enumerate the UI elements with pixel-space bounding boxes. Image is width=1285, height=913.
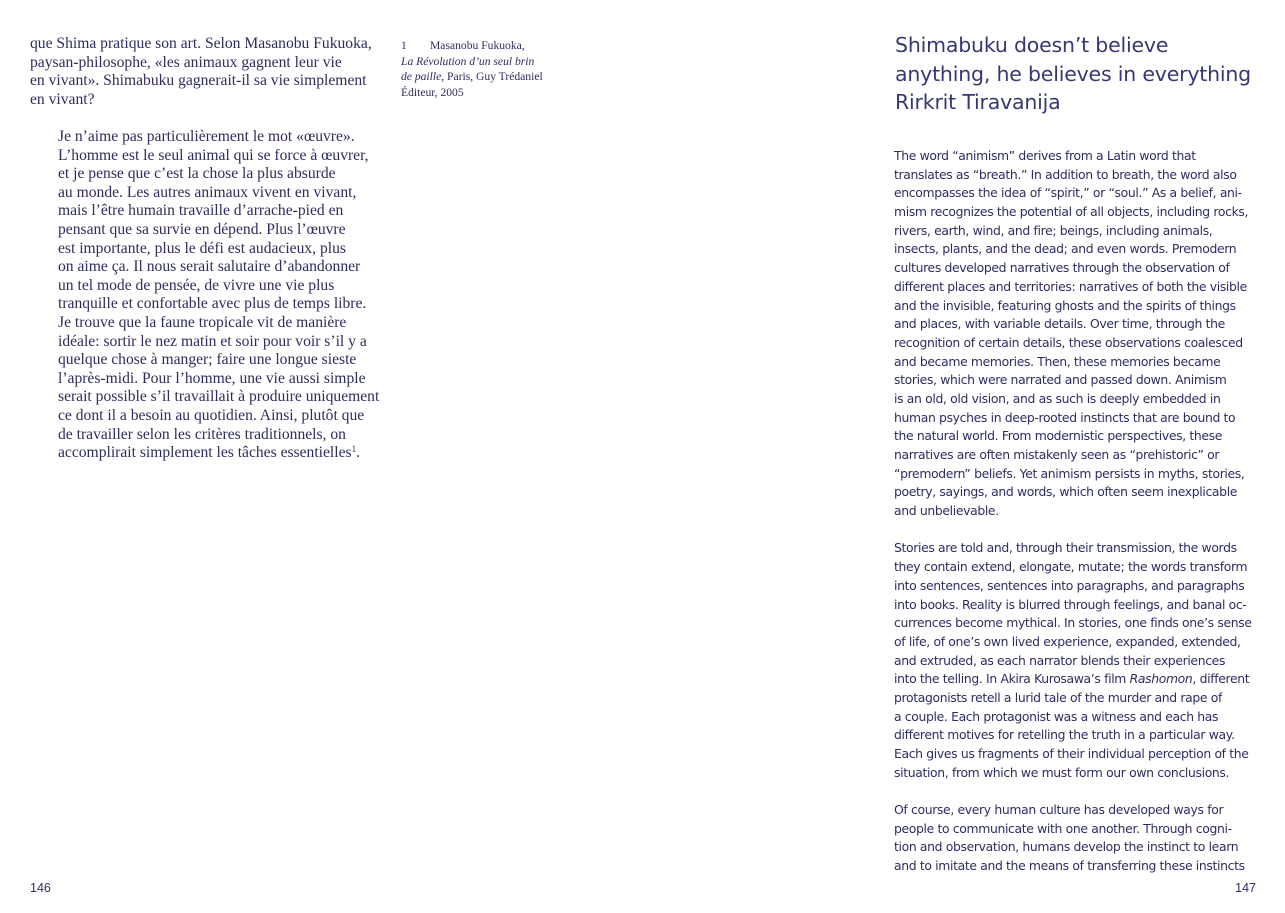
quote-line-last: accomplirait simplement les tâches essentielles$^1$. xyxy=(58,444,360,462)
footnote-author: Masanobu Fukuoka, xyxy=(430,39,525,52)
quote-line: de travailler selon les critères traditionnels, on xyxy=(58,425,346,443)
page-number-left: 146 xyxy=(30,881,51,895)
quote-line: serait possible s’il travaillait à produire uniquement xyxy=(58,388,380,406)
essay-line: human psyches in deep-rooted instincts that are bound to xyxy=(894,409,1236,425)
footnote xyxy=(401,38,576,100)
headline-line: Shimabuku doesn’t believe xyxy=(895,33,1169,57)
essay-line: mism recognizes the potential of all objects, including rocks, xyxy=(894,204,1249,220)
quote-line: mais l’être humain travaille d’arrache-pied en xyxy=(58,202,344,220)
block-quote xyxy=(58,128,394,463)
footnote-title: de paille xyxy=(401,70,442,84)
essay-line: and places, with variable details. Over time, through the xyxy=(894,316,1225,332)
author-name: Rirkrit Tiravanija xyxy=(895,90,1061,115)
essay-line: Of course, every human culture has developed ways for xyxy=(894,802,1224,818)
film-title: Rashomon xyxy=(1129,671,1193,687)
essay-line: Stories are told and, through their transmission, the words xyxy=(894,540,1237,556)
essay-line: different motives for retelling the truth in a particular way. xyxy=(894,727,1235,743)
essay-line: is an old, old vision, and as such is deeply embedded in xyxy=(894,390,1221,406)
essay-line: protagonists retell a lurid tale of the murder and rape of xyxy=(894,689,1223,705)
essay-line: and to imitate and the means of transferring these instincts xyxy=(894,858,1245,874)
essay-line: translates as “breath.” In addition to breath, the word also xyxy=(894,166,1237,182)
essay-line-with-film xyxy=(894,670,1260,689)
quote-line: pensant que sa survie en dépend. Plus l’œuvre xyxy=(58,220,346,238)
footnote-marker[interactable]: 1 xyxy=(351,444,357,455)
essay-body xyxy=(894,147,1260,876)
quote-line: quelque chose à manger; faire une longue sieste xyxy=(58,351,357,369)
essay-line: of life, of one’s own lived experience, expanded, extended, xyxy=(894,633,1241,649)
footnote-publisher: , Paris, Guy Trédaniel xyxy=(441,70,543,84)
quote-line: un tel mode de pensée, de vivre une vie plus xyxy=(58,276,335,294)
quote-line: tranquille et confortable avec plus de temps libre. xyxy=(58,295,367,313)
essay-line: different places and territories: narratives of both the visible xyxy=(894,278,1247,294)
intro-line: en vivant? xyxy=(30,90,95,108)
essay-line: encompasses the idea of “spirit,” or “soul.” As a belief, ani- xyxy=(894,185,1242,201)
quote-line: et je pense que c’est la chose la plus absurde xyxy=(58,165,336,183)
essay-line: poetry, sayings, and words, which often seem inexplicable xyxy=(894,484,1238,500)
quote-line: idéale: sortir le nez matin et soir pour voir s’il y a xyxy=(58,332,367,350)
quote-line: l’après-midi. Pour l’homme, une vie aussi simple xyxy=(58,369,366,387)
essay-text: , different xyxy=(1192,671,1250,687)
essay-line: The word “animism” derives from a Latin word that xyxy=(894,148,1196,163)
footnote-title: La Révolution d’un seul brin xyxy=(401,54,535,68)
left-page xyxy=(0,0,642,913)
essay-line: into books. Reality is blurred through feelings, and banal oc- xyxy=(894,596,1247,612)
essay-line: insects, plants, and the dead; and even words. Premodern xyxy=(894,241,1237,257)
footnote-number: 1 xyxy=(401,39,407,52)
essay-line: cultures developed narratives through the observation of xyxy=(894,260,1230,276)
essay-line: people to communicate with one another. Through cogni- xyxy=(894,820,1232,836)
essay-line: and the invisible, featuring ghosts and the spirits of things xyxy=(894,297,1236,313)
essay-line: currences become mythical. In stories, one finds one’s sense xyxy=(894,615,1252,631)
quote-line: ce dont il a besoin au quotidien. Ainsi, plutôt que xyxy=(58,406,365,424)
essay-line: rivers, earth, wind, and fire; beings, including animals, xyxy=(894,222,1213,238)
essay-line: a couple. Each protagonist was a witness and each has xyxy=(894,708,1219,724)
essay-line: and became memories. Then, these memories became xyxy=(894,353,1221,369)
essay-line: the natural world. From modernistic perspectives, these xyxy=(894,428,1223,444)
essay-line: situation, from which we must form our own conclusions. xyxy=(894,764,1230,780)
quote-line: est importante, plus le défi est audacieux, plus xyxy=(58,239,346,257)
paragraph-spacer xyxy=(894,782,1260,801)
quote-line: L’homme est le seul animal qui se force à œuvrer, xyxy=(58,146,369,164)
footnote-publisher: Éditeur, 2005 xyxy=(401,85,464,99)
right-page xyxy=(642,0,1285,913)
quote-line: au monde. Les autres animaux vivent en vivant, xyxy=(58,183,357,201)
essay-line: stories, which were narrated and passed down. Animism xyxy=(894,372,1227,388)
intro-line: que Shima pratique son art. Selon Masanobu Fukuoka, xyxy=(30,35,372,52)
quote-line: Je n’aime pas particulièrement le mot «œuvre». xyxy=(58,128,355,145)
intro-paragraph xyxy=(30,35,392,109)
page-number-right: 147 xyxy=(1235,881,1256,895)
quote-line: accomplirait simplement les tâches essentielles xyxy=(58,444,352,462)
essay-line: into sentences, sentences into paragraphs, and paragraphs xyxy=(894,577,1245,593)
essay-line: narratives are often mistakenly seen as “prehistoric” or xyxy=(894,447,1220,462)
essay-line: “premodern” beliefs. Yet animism persists in myths, stories, xyxy=(894,465,1245,481)
essay-text: into the telling. In Akira Kurosawa’s film xyxy=(894,671,1130,687)
essay-line: recognition of certain details, these observations coalesced xyxy=(894,334,1243,350)
headline-line: anything, he believes in everything xyxy=(895,61,1251,86)
article-headline xyxy=(895,31,1265,117)
essay-line: they contain extend, elongate, mutate; the words transform xyxy=(894,559,1248,575)
intro-line: paysan-philosophe, «les animaux gagnent leur vie xyxy=(30,53,342,71)
quote-line: on aime ça. Il nous serait salutaire d’abandonner xyxy=(58,258,361,276)
essay-line: Each gives us fragments of their individual perception of the xyxy=(894,746,1249,761)
intro-line: en vivant». Shimabuku gagnerait-il sa vie simplement xyxy=(30,72,367,90)
quote-line: Je trouve que la faune tropicale vit de manière xyxy=(58,313,347,331)
essay-line: tion and observation, humans develop the instinct to learn xyxy=(894,839,1239,855)
essay-line: and unbelievable. xyxy=(894,503,999,519)
essay-line: and extruded, as each narrator blends their experiences xyxy=(894,652,1226,668)
paragraph-spacer xyxy=(894,521,1260,540)
